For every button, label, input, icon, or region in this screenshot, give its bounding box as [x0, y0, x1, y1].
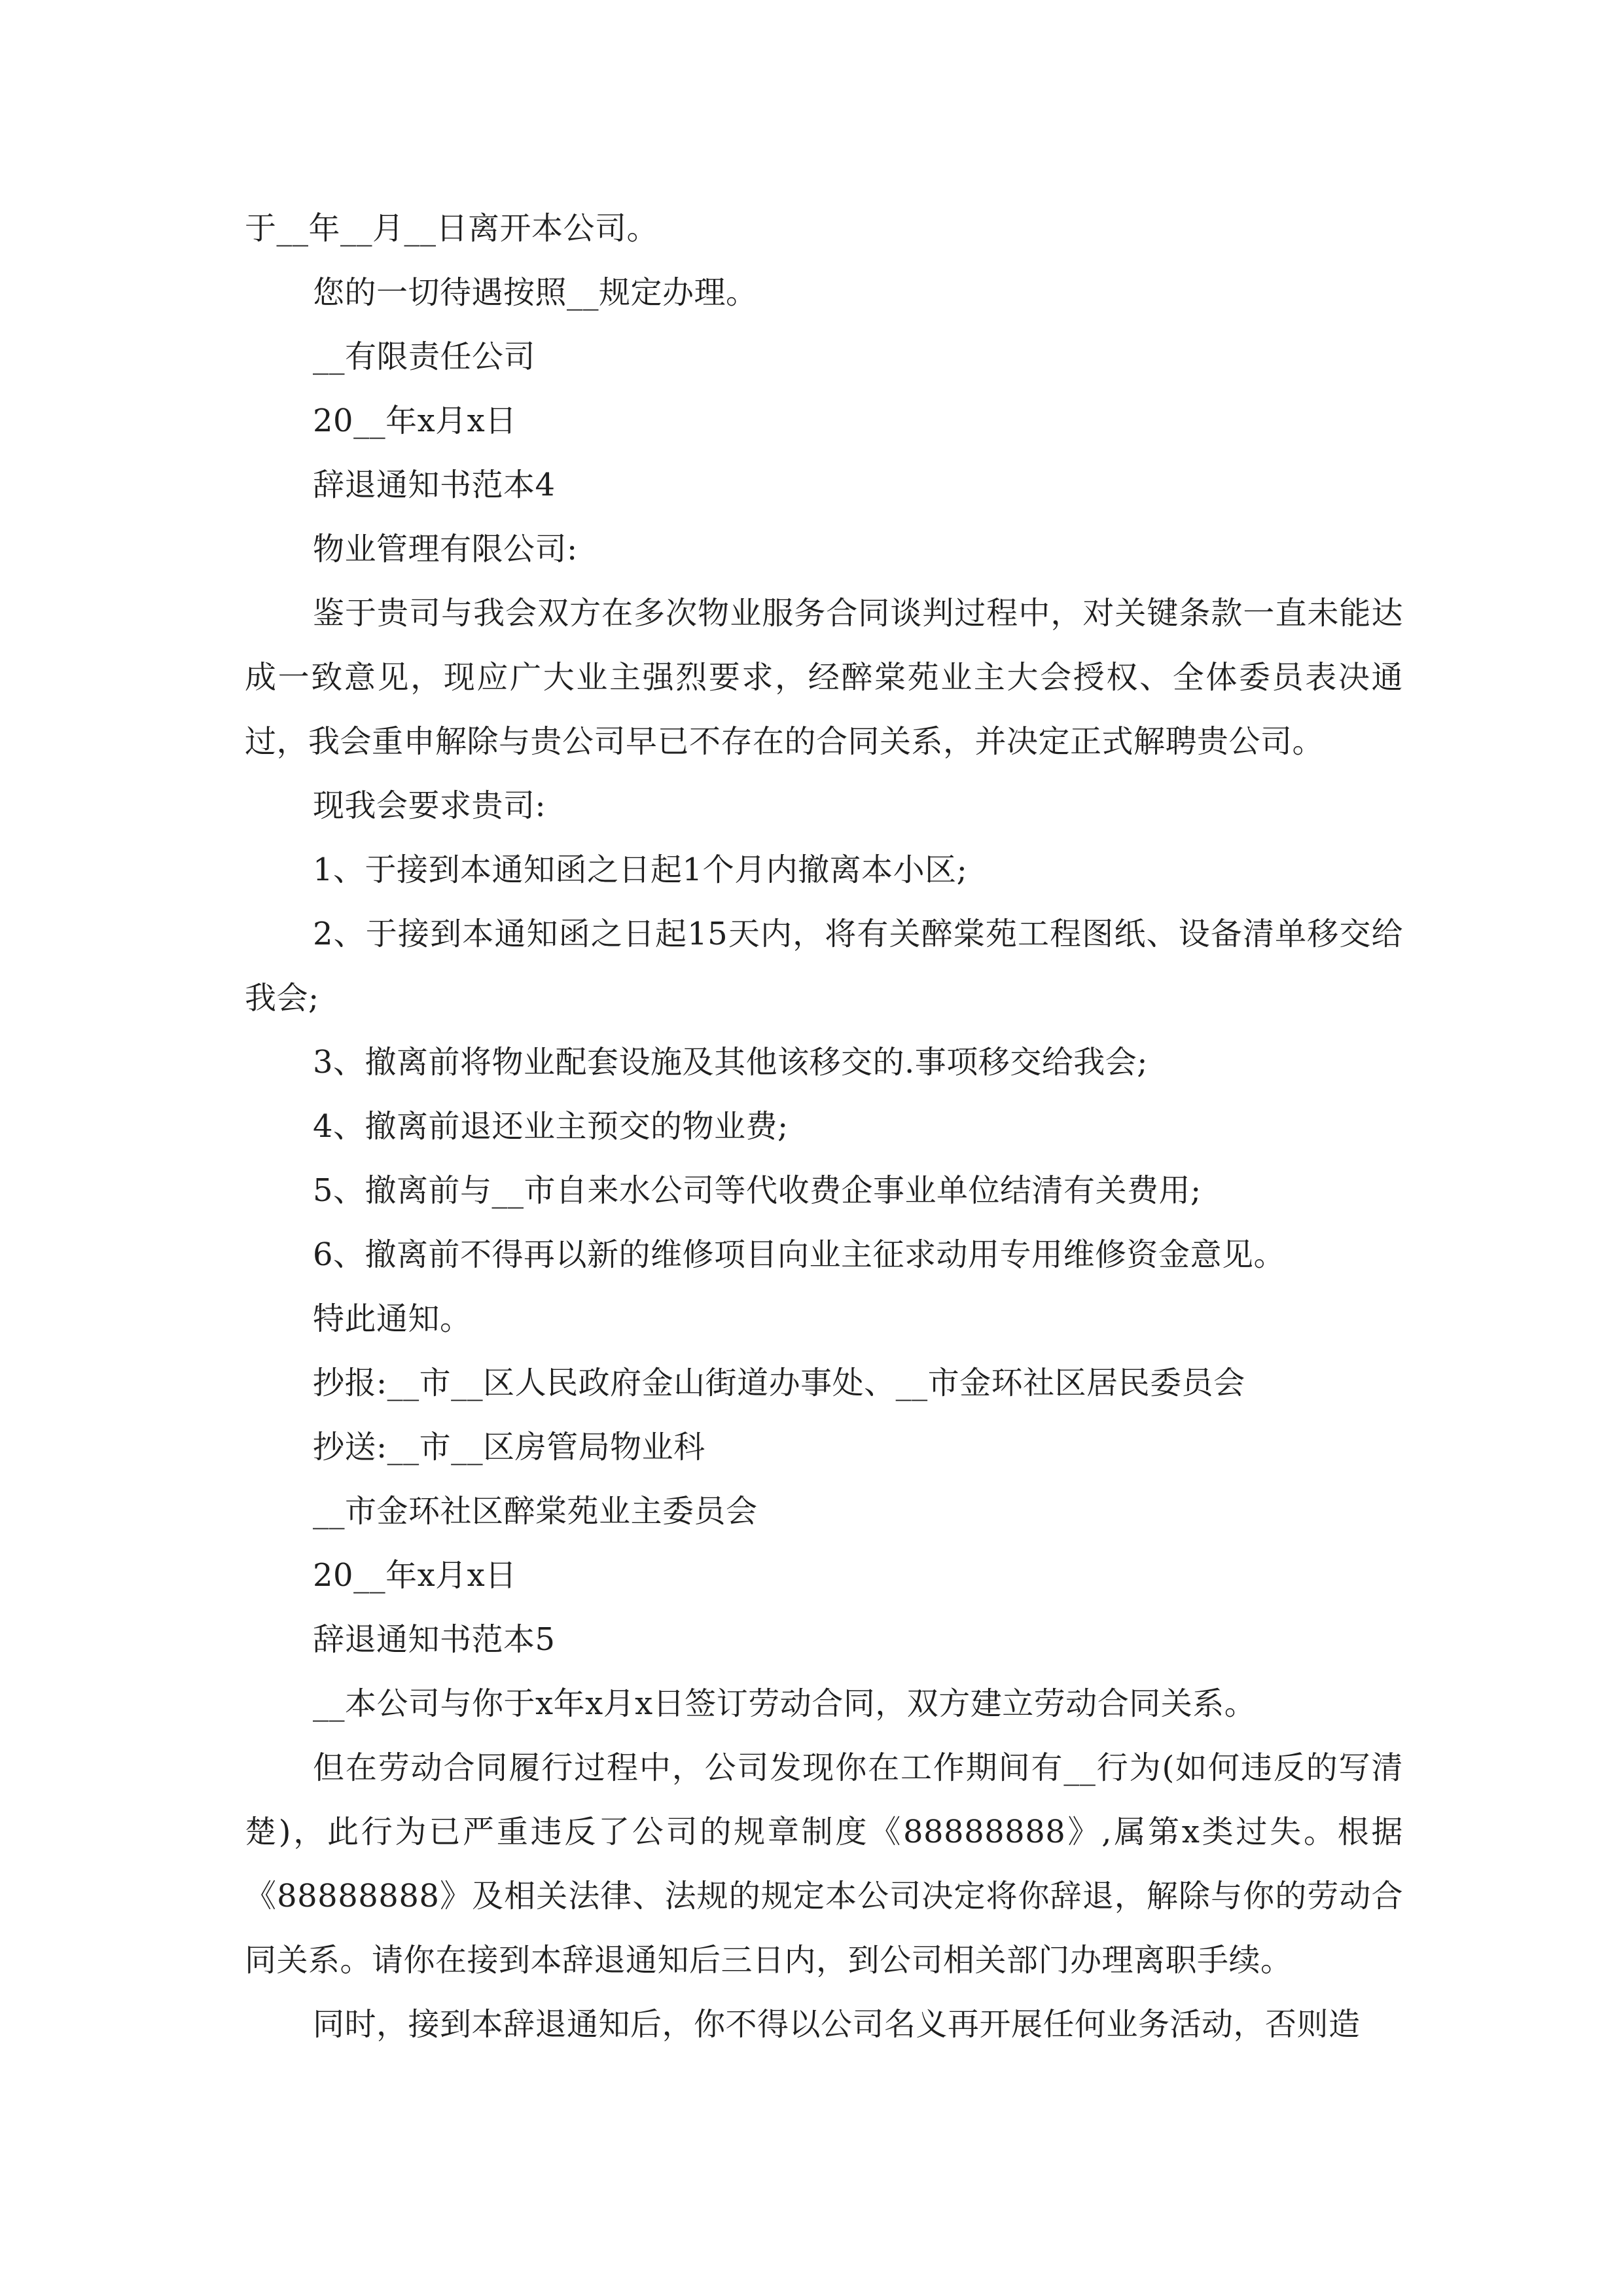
list-item: 5、撤离前与__市自来水公司等代收费企事业单位结清有关费用;	[313, 1172, 1202, 1209]
list-item: 2、于接到本通知函之日起15天内，将有关醉棠苑工程图纸、设备清单移交给我会;	[245, 916, 1403, 1016]
committee-signature: __市金环社区醉棠苑业主委员会	[313, 1493, 758, 1530]
text-line: 现我会要求贵司:	[313, 787, 546, 824]
date-line: 20__年x月x日	[313, 1557, 517, 1594]
paragraph: 鉴于贵司与我会双方在多次物业服务合同谈判过程中，对关键条款一直未能达成一致意见，现应广大业主强烈要求，经醉棠苑业主大会授权、全体委员表决通过，我会重申解除与贵公司早已不存在的合同关系，并决定正式解聘贵公司。	[245, 595, 1403, 760]
section-heading: 辞退通知书范本5	[313, 1621, 556, 1658]
document-body	[245, 196, 1403, 2056]
cc-send-line: 抄送:__市__区房管局物业科	[313, 1429, 705, 1465]
list-item: 4、撤离前退还业主预交的物业费;	[313, 1108, 789, 1145]
section-heading: 辞退通知书范本4	[313, 467, 556, 503]
text-line: 同时，接到本辞退通知后，你不得以公司名义再开展任何业务活动，否则造	[313, 2006, 1361, 2043]
cc-report-line: 抄报:__市__区人民政府金山街道办事处、__市金环社区居民委员会	[313, 1365, 1245, 1401]
text-line: 您的一切待遇按照__规定办理。	[313, 274, 758, 311]
text-line: 于__年__月__日离开本公司。	[245, 210, 659, 247]
text-line: 特此通知。	[313, 1300, 472, 1337]
text-line: __本公司与你于x年x月x日签订劳动合同，双方建立劳动合同关系。	[313, 1685, 1257, 1722]
list-item: 3、撤离前将物业配套设施及其他该移交的.事项移交给我会;	[313, 1044, 1148, 1081]
company-signature: __有限责任公司	[313, 338, 536, 375]
list-item: 6、撤离前不得再以新的维修项目向业主征求动用专用维修资金意见。	[313, 1236, 1286, 1273]
addressee-line: 物业管理有限公司:	[313, 531, 578, 567]
list-item: 1、于接到本通知函之日起1个月内撤离本小区;	[313, 852, 968, 888]
paragraph: 但在劳动合同履行过程中，公司发现你在工作期间有__行为(如何违反的写清楚)，此行为已严重违反了公司的规章制度《88888888》,属第x类过失。根据《88888888》及相关法律、法规的规定本公司决定将你辞退，解除与你的劳动合同关系。请你在接到本辞退通知后三日内，到公司相关部门办理离职手续。	[245, 1749, 1403, 1979]
date-line: 20__年x月x日	[313, 403, 517, 439]
